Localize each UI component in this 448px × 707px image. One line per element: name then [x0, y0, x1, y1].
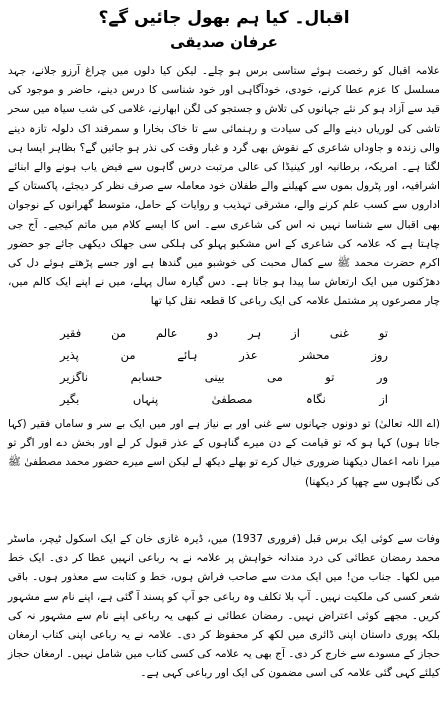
verse-word: فقیر: [60, 326, 82, 340]
verse-word: ہائے: [177, 348, 198, 362]
verse-word: تو: [378, 326, 388, 340]
verse-word: حسابم: [130, 370, 163, 384]
verse-word: بینی: [204, 370, 225, 384]
persian-quatrain-lines: [60, 322, 388, 410]
verse-word: روز: [371, 348, 388, 362]
verse-word: ناگزیر: [60, 370, 89, 384]
article-title: اقبال۔ کیا ہم بھول جائیں گے؟: [98, 8, 350, 28]
verse-word: من: [120, 348, 136, 362]
verse-word: غنی: [329, 326, 349, 340]
verse-line: [60, 366, 388, 388]
verse-word: بگیر: [60, 392, 80, 406]
verse-word: مصطفیٰ: [211, 392, 253, 406]
verse-word: پذیر: [60, 348, 79, 362]
verse-word: از: [291, 326, 300, 340]
verse-word: دو: [207, 326, 219, 340]
author-name: عرفان صدیقی: [170, 33, 278, 51]
verse-word: من: [111, 326, 127, 340]
verse-word: از: [379, 392, 388, 406]
verse-word: محشر: [299, 348, 330, 362]
paragraph-translation: (اے اللہ تعالیٰ) تو دونوں جہانوں سے غنی اور بے نیاز ہے اور میں ایک بے سر و ساماں فقیر (کہا جاتا ہوں) کہا ہو کہ تو قیامت کے دن میرے گناہوں کے عذر قبول کر لے اور بخش دے اور اگر تو میرا نامہ اعمال دیکھنا ضروری خیال کرے تو بھلے دیکھ لے لیکن اسے میرے حضور محمد مصطفیٰ ﷺ کی نگاہوں سے چھپا کر دیکھنا): [8, 418, 440, 488]
verse-word: نگاہ: [306, 392, 326, 406]
verse-line: [60, 344, 388, 366]
verse-line: [60, 322, 388, 344]
verse-word: ور: [376, 370, 388, 384]
paragraph-history: وفات سے کوئی ایک برس قبل (فروری 1937) میں، ڈیرہ غازی خان کے ایک اسکول ٹیچر، ماسٹر محمد رمضان عطائی کی درد مندانہ خواہش پر علامہ نے یہ رباعی انہیں عطا کر دی۔ ایک خط میں لکھا۔ جناب من! میں ایک مدت سے صاحب فراش ہوں، خط و کتابت سے معذور ہوں۔ باقی شعر کسی کی ملکیت نہیں۔ آپ بلا تکلف وہ رباعی جو آپ کو پسند آ گئی ہے، اپنے نام سے مشہور کریں۔ مجھے کوئی اعتراض نہیں۔ رمضان عطائی نے کبھی یہ رباعی اپنے نام سے مشہور نہ کی بلکہ پوری داستان اپنی ڈائری میں لکھ کر محفوظ کر دی۔ علامہ نے یہ رباعی اپنی کتاب ارمغان حجاز کے مسودے سے خارج کر دی۔ آج بھی یہ علامہ کی کسی کتاب میں شامل نہیں۔ ارمغان حجاز کیلئے کہی گئی علامہ کی اسی مضمون کی ایک اور رباعی کہی ہے۔: [8, 533, 441, 680]
verse-word: عالم: [156, 326, 178, 340]
verse-word: ہر: [248, 326, 262, 340]
paragraph-intro: علامہ اقبال کو رخصت ہوئے ستاسی برس ہو چلے۔ لیکن کیا دلوں میں چراغ آرزو جلانے، جہد مسلسل کا عزم عطا کرنے، خودی، خودآگاہی اور خود شناسی کا درس دینے، حاضر و موجود کی قید سے آزاد ہو کر نئے جہانوں کی تلاش و جستجو کی لگن ابھارنے، غلامی کی شب سیاہ میں سحر تاشی کی لوریاں دینے والے کی سیادت و رہنمائی سے تا خاک بخارا و سمرقند اک دلولہ تازہ دینے والی زندہ و جاوداں شاعری کے نقوش بھی گرد و غبار وقت کی نذر ہو جائیں گے؟ بظاہر ایسا ہی لگتا ہے۔ امریکہ، برطانیہ اور کینیڈا کی عالی مرتبت درس گاہوں سے فیض یاب ہونے والے ابنائے اشرافیہ، اور پٹرول بموں سے کھیلنے والے طفلان خود معاملہ سے صرف نظر کر دیجئے، پاکستان کے اداروں سے کسب علم کرنے والے، مشرقی تہذیب و روایات کے حامل، متوسط گھرانوں کے نوجوان بھی اقبال سے شناسا نہیں نہ اس کی شاعری سے۔ اس کا ایسے کلام میں ماتم کیجیے۔ آج جی چاہتا ہے کہ علامہ کی شاعری کے اس مشکبو پہلو کی ہلکی سی جھلک دیکھی جائے جو حضور اکرم حضرت محمد ﷺ سے کمال محبت کی خوشبو میں گندھا ہے اور جسے پڑھتے ہوئے دل کی دھڑکنوں میں ایک ارتعاش سا پیدا ہو جاتا ہے۔ دس گیارہ سال پہلے، میں نے اپنے ایک کالم میں، چار مصرعوں پر مشتمل علامہ کی ایک رباعی کا قطعہ نقل کیا تھا: [8, 65, 440, 308]
verse-word: می: [267, 370, 283, 384]
verse-word: پنہاں: [132, 392, 159, 406]
verse-word: تو: [325, 370, 335, 384]
verse-word: عذر: [239, 348, 258, 362]
verse-line: [60, 388, 388, 410]
